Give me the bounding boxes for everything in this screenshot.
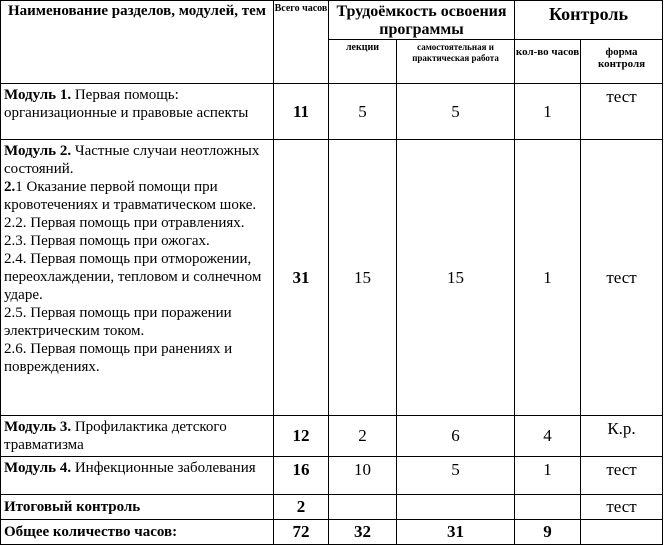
module-1-lectures: 5 [329,84,397,140]
module-1-practice: 5 [397,84,515,140]
module-4-practice: 5 [397,457,515,495]
header-labor: Трудоёмкость освоения программы [329,1,515,40]
grand-total-practice: 31 [397,520,515,545]
module-2-topic: 2.4. Первая помощь при отморожении, переохлаждении, тепловом и солнечном ударе. [4,251,262,303]
final-control-label: Итоговый контроль [1,495,274,520]
grand-total-control-hours: 9 [515,520,581,545]
final-control-form: тест [581,495,663,520]
module-3-control-hours: 4 [515,416,581,457]
module-2-control-hours: 1 [515,140,581,416]
table-row [1,495,663,520]
module-2-topic: 2.1 Оказание первой помощи при кровотечениях и травматическом шоке. [4,179,257,213]
grand-total-total: 72 [274,520,329,545]
module-3-lectures: 2 [329,416,397,457]
module-1-title: Модуль 1. Первая помощь: организационные и правовые аспекты [1,84,274,140]
table-row [1,457,663,495]
header-control-hours: кол-во часов [515,40,581,84]
grand-total-label: Общее количество часов: [1,520,274,545]
module-1-form: тест [581,84,663,140]
module-1-total: 11 [274,84,329,140]
module-2-total: 31 [274,140,329,416]
module-4-lectures: 10 [329,457,397,495]
module-4-control-hours: 1 [515,457,581,495]
table-row [1,84,663,140]
header-lectures: лекции [329,40,397,84]
module-4-form: тест [581,457,663,495]
module-2-topic: 2.3. Первая помощь при ожогах. [4,233,210,249]
table-row [1,140,663,416]
module-3-title: Модуль 3. Профилактика детского травматизма [1,416,274,457]
module-3-total: 12 [274,416,329,457]
module-2-form: тест [581,140,663,416]
module-3-form: К.р. [581,416,663,457]
final-control-total: 2 [274,495,329,520]
module-2-topic: 2.5. Первая помощь при поражении электрическим током. [4,305,232,339]
header-self-practice: самостоятельная и практическая работа [397,40,515,84]
module-2-title: Модуль 2. Частные случаи неотложных состояний. 2.1 Оказание первой помощи при кровотечениях и травматическом шоке. 2.2. Первая помощь при отравлениях. 2.3. Первая помощь при ожогах. 2.4. Первая помощь при отморожении, переохлаждении, тепловом и солнечном ударе. 2.5. Первая помощь при поражении электрическим током. 2.6. Первая помощь при ранениях и повреждениях. [1,140,274,416]
module-4-total: 16 [274,457,329,495]
module-3-practice: 6 [397,416,515,457]
table-row [1,416,663,457]
module-2-lectures: 15 [329,140,397,416]
module-2-practice: 15 [397,140,515,416]
header-control: Контроль [515,1,663,40]
header-sections: Наименование разделов, модулей, тем [1,1,274,84]
module-2-topic: 2.2. Первая помощь при отравлениях. [4,215,245,231]
module-1-control-hours: 1 [515,84,581,140]
module-2-topic: 2.6. Первая помощь при ранениях и повреждениях. [4,341,233,375]
header-total-hours: Всего часов [274,1,329,84]
table-row [1,520,663,545]
header-control-form: форма контроля [581,40,663,84]
module-4-title: Модуль 4. Инфекционные заболевания [1,457,274,495]
grand-total-lectures: 32 [329,520,397,545]
